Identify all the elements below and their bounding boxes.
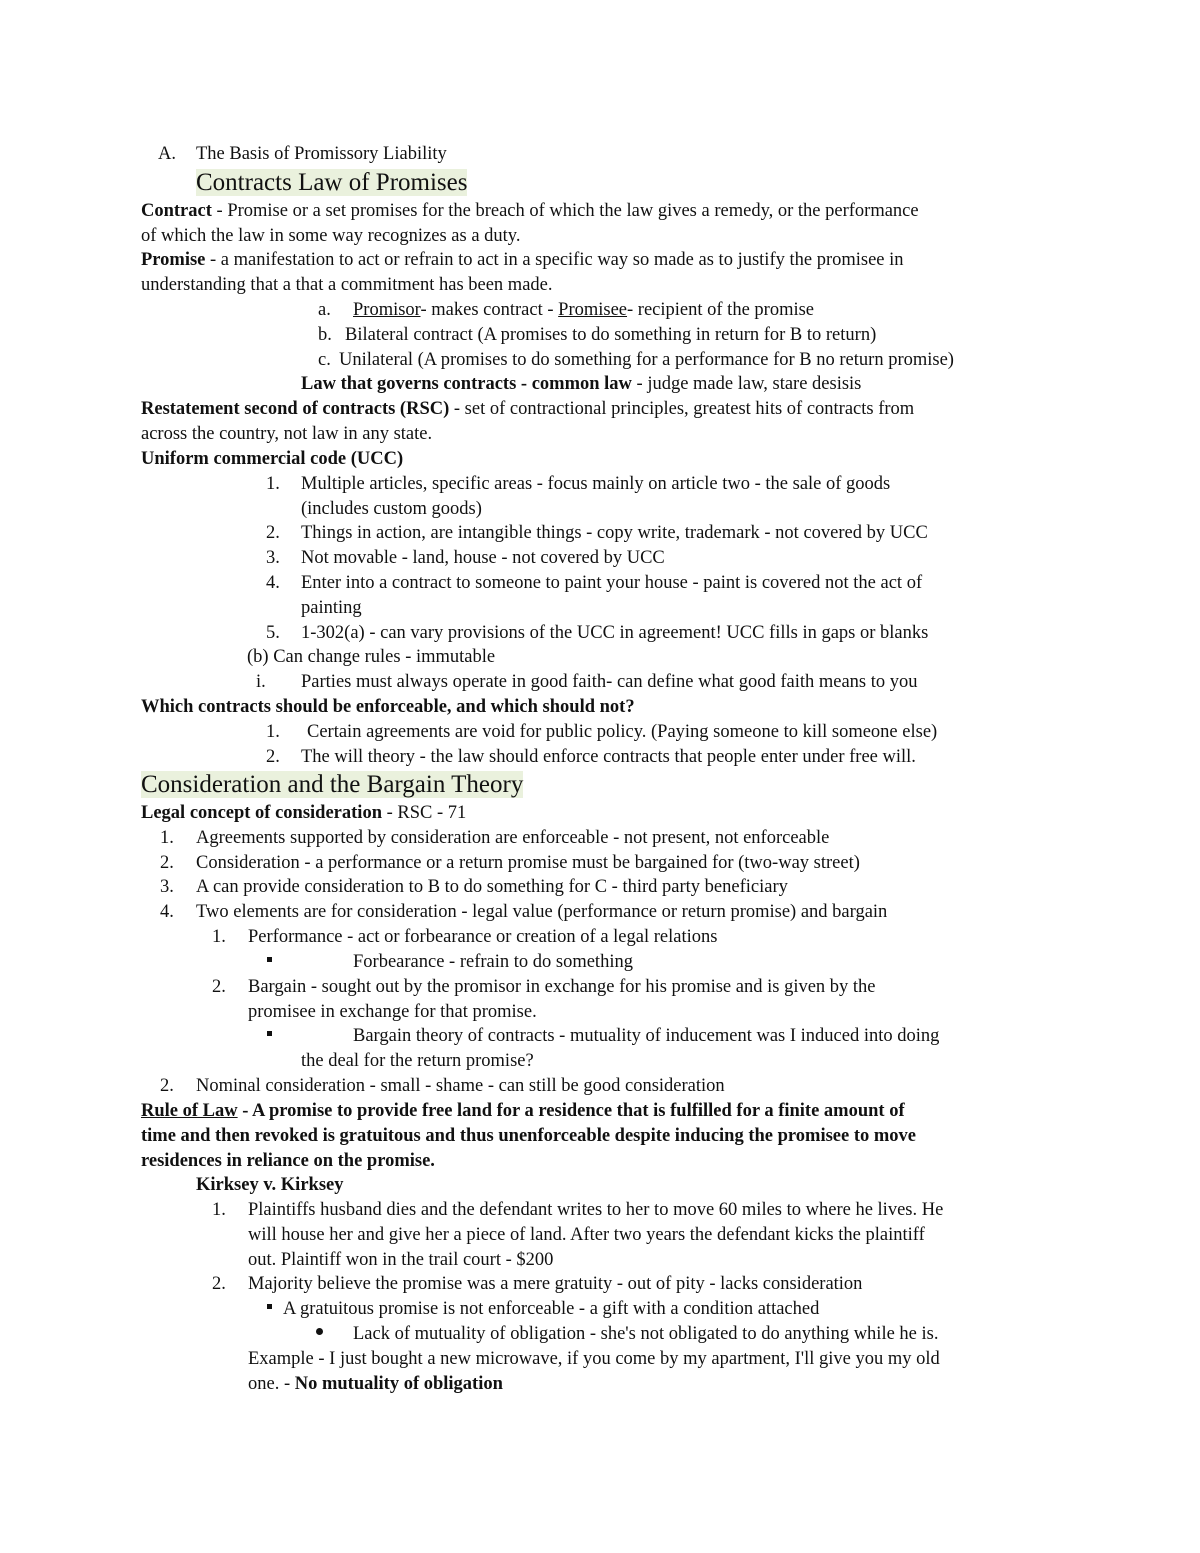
contract-definition: Contract - Promise or a set promises for the breach of which the law gives a remedy, or the performance <box>141 201 919 221</box>
ucc-item-cont: painting <box>301 598 362 618</box>
cons-item-marker: 2. <box>160 853 174 873</box>
rsc-definition: Restatement second of contracts (RSC) - set of contractional principles, greatest hits of contracts from <box>141 399 915 419</box>
good-faith-line: Parties must always operate in good faith- can define what good faith means to you <box>301 672 918 692</box>
which-item-marker: 1. <box>266 722 280 742</box>
cons-item: Agreements supported by consideration are enforceable - not present, not enforceable <box>196 828 830 848</box>
ucc-item: Enter into a contract to someone to paint your house - paint is covered not the act of <box>301 573 923 593</box>
ucc-item-marker: 5. <box>266 623 280 643</box>
ucc-item-marker: 2. <box>266 523 280 543</box>
case-name: Kirksey v. Kirksey <box>196 1175 344 1195</box>
which-item: The will theory - the law should enforce contracts that people enter under free will. <box>301 747 916 767</box>
rule-of-law-line-cont: residences in reliance on the promise. <box>141 1151 435 1171</box>
forbearance-line: Forbearance - refrain to do something <box>353 952 633 972</box>
sub-item-marker: 2. <box>212 977 226 997</box>
ucc-b-line: (b) Can change rules - immutable <box>247 647 496 667</box>
rule-of-law-line-cont: time and then revoked is gratuitous and thus unenforceable despite inducing the promisee to move <box>141 1126 916 1146</box>
roman-marker-i: i. <box>256 672 266 692</box>
majority-line: Majority believe the promise was a mere gratuity - out of pity - lacks consideration <box>248 1274 863 1294</box>
ucc-item: Multiple articles, specific areas - focus mainly on article two - the sale of goods <box>301 474 891 494</box>
performance-line: Performance - act or forbearance or creation of a legal relations <box>248 927 718 947</box>
case-item-marker: 1. <box>212 1200 226 1220</box>
bargain-line-cont: promisee in exchange for that promise. <box>248 1002 537 1022</box>
heading-contracts-law: Contracts Law of Promises <box>196 169 468 196</box>
contract-definition-cont: of which the law in some way recognizes as a duty. <box>141 226 521 246</box>
rsc-definition-cont: across the country, not law in any state. <box>141 424 433 444</box>
cons-item-marker: 1. <box>160 828 174 848</box>
section-a-marker: A. <box>158 144 176 164</box>
cons-item: A can provide consideration to B to do something for C - third party beneficiary <box>196 877 788 897</box>
ucc-item-marker: 3. <box>266 548 280 568</box>
bargain-theory-line: Bargain theory of contracts - mutuality of inducement was I induced into doing <box>353 1026 940 1046</box>
case-facts-line: Plaintiffs husband dies and the defendant writes to her to move 60 miles to where he lives. He <box>248 1200 944 1220</box>
bilateral-contract-line: Bilateral contract (A promises to do something in return for B to return) <box>345 325 877 345</box>
case-facts-line-cont: will house her and give her a piece of land. After two years the defendant kicks the plaintiff <box>248 1225 925 1245</box>
which-item: Certain agreements are void for public policy. (Paying someone to kill someone else) <box>307 722 938 742</box>
nominal-consideration-line: Nominal consideration - small - shame - can still be good consideration <box>196 1076 725 1096</box>
legal-concept-line: Legal concept of consideration - RSC - 71 <box>141 803 467 823</box>
bargain-line: Bargain - sought out by the promisor in exchange for his promise and is given by the <box>248 977 876 997</box>
promise-definition: Promise - a manifestation to act or refrain to act in a specific way so made as to justify the promisee in <box>141 250 904 270</box>
square-bullet <box>267 1024 272 1049</box>
example-line-cont: one. - No mutuality of obligation <box>248 1374 503 1394</box>
ucc-item-marker: 1. <box>266 474 280 494</box>
square-bullet <box>267 1297 272 1322</box>
list-marker-a: a. <box>318 300 331 320</box>
cons-item-marker: 4. <box>160 902 174 922</box>
round-bullet <box>316 1322 323 1347</box>
bargain-theory-line-cont: the deal for the return promise? <box>301 1051 534 1071</box>
list-marker-b: b. <box>318 325 332 345</box>
ucc-heading: Uniform commercial code (UCC) <box>141 449 404 469</box>
list-marker-c: c. <box>318 350 331 370</box>
cons-item-marker: 2. <box>160 1076 174 1096</box>
ucc-item: 1-302(a) - can vary provisions of the UCC in agreement! UCC fills in gaps or blanks <box>301 623 929 643</box>
promise-definition-cont: understanding that a that a commitment has been made. <box>141 275 553 295</box>
cons-item-marker: 3. <box>160 877 174 897</box>
enforceable-heading: Which contracts should be enforceable, and which should not? <box>141 697 635 717</box>
example-line: Example - I just bought a new microwave, if you come by my apartment, I'll give you my old <box>248 1349 940 1369</box>
unilateral-contract-line: Unilateral (A promises to do something for a performance for B no return promise) <box>339 350 954 370</box>
law-governs-line: Law that governs contracts - common law - judge made law, stare desisis <box>301 374 862 394</box>
ucc-item-marker: 4. <box>266 573 280 593</box>
heading-consideration: Consideration and the Bargain Theory <box>141 771 524 798</box>
cons-item: Consideration - a performance or a return promise must be bargained for (two-way street) <box>196 853 860 873</box>
case-item-marker: 2. <box>212 1274 226 1294</box>
which-item-marker: 2. <box>266 747 280 767</box>
cons-item: Two elements are for consideration - legal value (performance or return promise) and bargain <box>196 902 888 922</box>
sub-item-marker: 1. <box>212 927 226 947</box>
rule-of-law-line: Rule of Law - A promise to provide free land for a residence that is fulfilled for a finite amount of <box>141 1101 905 1121</box>
section-a-title: The Basis of Promissory Liability <box>196 144 447 164</box>
ucc-item: Things in action, are intangible things - copy write, trademark - not covered by UCC <box>301 523 928 543</box>
case-facts-line-cont: out. Plaintiff won in the trail court - $200 <box>248 1250 554 1270</box>
promisor-promisee-line: Promisor- makes contract - Promisee- recipient of the promise <box>353 300 815 320</box>
ucc-item-cont: (includes custom goods) <box>301 499 482 519</box>
gratuitous-promise-line: A gratuitous promise is not enforceable - a gift with a condition attached <box>283 1299 820 1319</box>
square-bullet <box>267 950 272 975</box>
mutuality-line: Lack of mutuality of obligation - she's not obligated to do anything while he is. <box>353 1324 939 1344</box>
ucc-item: Not movable - land, house - not covered by UCC <box>301 548 665 568</box>
